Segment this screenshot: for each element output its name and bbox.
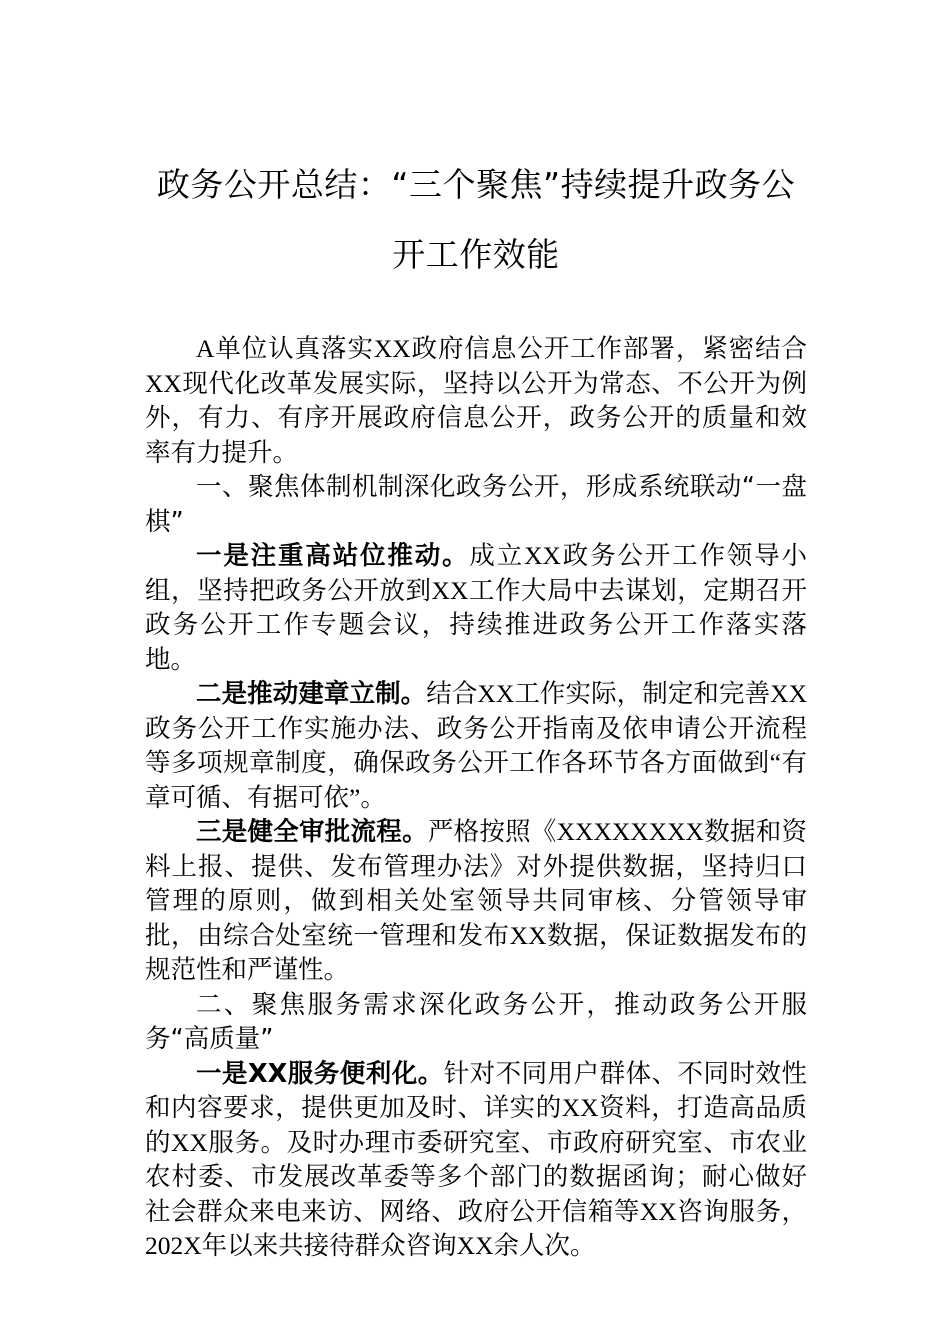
intro-paragraph [145,332,807,470]
paragraph-1-1 [145,539,807,677]
paragraph-text: 针对不同用户群体、不同时效性和内容要求，提供更加及时、详实的XX资料，打造高品质的XX服务。及时办理市委研究室、市政府研究室、市农业农村委、市发展改革委等多个部门的数据函询；耐心做好社会群众来电来访、网络、政府公开信箱等XX咨询服务，202X年以来共接待群众咨询XX余人次。 [145,1058,807,1260]
heading-text: 一、聚焦体制机制深化政务公开，形成系统联动“一盘棋” [145,472,807,537]
document-page [145,150,807,1264]
paragraph-lead: 一是注重高站位推动。 [196,541,470,571]
paragraph-text: 结合XX工作实际，制定和完善XX政务公开工作实施办法、政务公开指南及依申请公开流程等多项规章制度，确保政务公开工作各环节各方面做到“有章可循、有据可依”。 [145,679,807,812]
paragraph-lead: 三是健全审批流程。 [196,817,428,847]
section-heading-1 [145,470,807,539]
paragraph-2-1 [145,1057,807,1264]
section-heading-2 [145,988,807,1057]
paragraph-text: 严格按照《XXXXXXXX数据和资料上报、提供、发布管理办法》对外提供数据，坚持归口管理的原则，做到相关处室领导共同审核、分管领导审批，由综合处室统一管理和发布XX数据，保证数据发布的规范性和严谨性。 [145,817,807,984]
paragraph-lead: 一是XX服务便利化。 [196,1058,444,1089]
paragraph-lead: 二是推动建章立制。 [196,679,427,709]
paragraph-1-2 [145,677,807,815]
heading-text: 二、聚焦服务需求深化政务公开，推动政务公开服务“高质量” [145,989,807,1054]
paragraph-1-3 [145,815,807,988]
paragraph-text: 成立XX政务公开工作领导小组，坚持把政务公开放到XX工作大局中去谋划，定期召开政务公开工作专题会议，持续推进政务公开工作落实落地。 [145,541,807,674]
document-title: 政务公开总结：“三个聚焦”持续提升政务公开工作效能 [156,165,796,274]
paragraph-text: A单位认真落实XX政府信息公开工作部署，紧密结合XX现代化改革发展实际，坚持以公开为常态、不公开为例外，有力、有序开展政府信息公开，政务公开的质量和效率有力提升。 [145,334,807,467]
